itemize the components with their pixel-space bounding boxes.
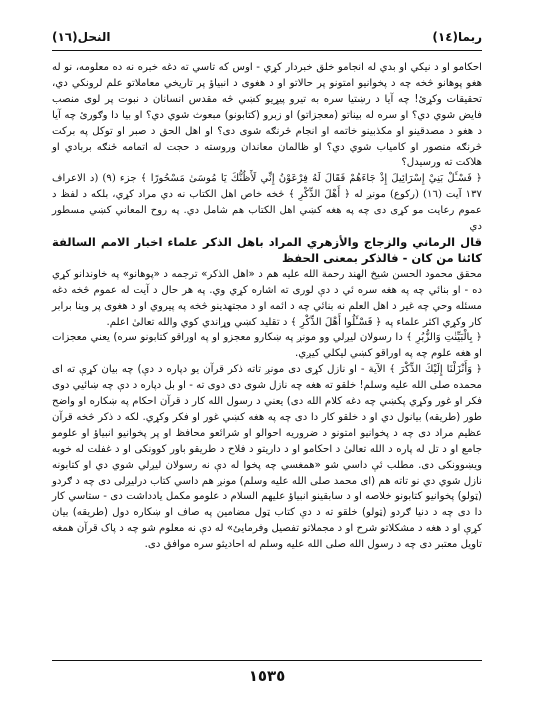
header-surah-label: النحل(١٦) [52, 30, 111, 44]
paragraph-2: ﴿ فَسْـَٔلْ بَنِيْ إِسْرَائِيلَ إِذْ جَاءَهُمْ فَقَالَ لَهُ فِرْعَوْنُ إِنِّي لَأَظُنُّكَ يَا مُوسَىٰ مَسْحُورًا ﴾ جزء (٩) (د الاعراف ١٣٧ آيت (١٦) (رکوع) مونږ له ﴿ أَهْلَ الذِّكْرِ ﴾ څخه خاص اهل الكتاب نه دي مراد کړي، بلکه د لفظ د عموم رعايت مو کړی دی چه په هغه کښي اهل الكتاب هم شامل دي. په روح المعاني کښي مسطور دي [52, 173, 483, 233]
page-number: ١٥٣٥ [248, 667, 286, 685]
arabic-quote: قال الرماني والزجاج والأزهري المراد باهل الذکر علماء اخبار الامم السالفة كائنا من كان - فالذكر بمعنى الحفظ [52, 234, 482, 265]
paragraph-5: ﴿ وَأَنْزَلْنَا إِلَيْكَ الذِّكْرَ ﴾ الآية - او نازل کړی دی مونږ تاته ذکر قرآن يو دپاره د دې) چه بيان کړې ته ای محمده صلی الله عليه وسلم! خلقو ته هغه چه نازل شوی دی دوی ته - او بل دپاره د دې چه ښائيي دوی فکر او غور وکړي پکښي چه دغه کلام الله دی) يعني د رسول الله کار د قرآن احکام په ښکاره او واضح طور (طريقه) بيانول دي او د خلقو کار دا دی چه په هغه کښي غور او فکر وکړي. لکه د ذکر څخه قرآن عظیم مراد دی چه د پخوانيو امتونو د ضروريه احوالو او شرائعو محافظ او پر پخوانيو انبياؤ او علومو جامع او د تل له پاره د الله تعالیٰ د احکامو او د داريتو د فلاح د طريقو باور کوونکی او د غفلت له خوبه ويښوونکی دی. مطلب ئې داسي شو «همغسي چه پخوا له دې نه رسولان ليږلي شوي دي او کتابونه نازل شوي دي نو تاته هم (ای محمد صلی الله عليه وسلم) مونږ هم داسي کتاب درليږلی دی چه د ګردو (ټولو) پخوانيو کتابونو خلاصه او د سابقينو انبياؤ عليهم السلام د علومو مکمل يادداشت دی - ستاسي کار دا دی چه د دنيا ګردو (ټولو) خلقو ته د دې کتاب ټول مضامين په صاف او ښکاره دول (طريقه) بيان کړې او د هغه د مشکلاتو شرح او د مجملاتو تفصيل وفرمايئ» له دې نه معلوم شو چه د پاک قرآن همغه تاويل معتبر دی چه د رسول الله صلی الله عليه وسلم له احاديثو سره موافق دی. [52, 364, 482, 551]
header-juz-label: ربما(١٤) [432, 30, 482, 44]
page-body [52, 60, 482, 553]
paragraph-3: محقق محمود الحسن شيخ الهند رحمة الله عليه هم د «اهل الذکر» ترجمه د «پوهانو» په خاوندانو کړي ده - او بنائي چه په هغه سره ئي د دې لوری ته اشاره کړي وي. په هر حال د آيت له عموم څخه دغه مسئله وحي چه غير د اهل العلم نه بنائي چه د ائمه او د مجتهدينو څخه په پیروي او د هغوی پر وينا برابر کار وکړي اکثر علماء په ﴿ فَسْـَٔلُوا أَهْلَ الذِّكْرِ ﴾ د تقليد کښي وړاندي کوي والله تعالیٰ اعلم. [52, 268, 482, 328]
paragraph-4: ﴿ بِالْبَيِّنٰتِ وَالزُّبُرِ ﴾ دا رسولان ليږلي وو مونږ په ښکارو معجزو او په اوراقو کتابونو سره) يعني معجزات او هغه علوم چه په اوراقو کښي ليکلي کيږي. [52, 332, 482, 360]
page-header [52, 30, 482, 51]
page-footer [52, 660, 482, 685]
paragraph-1: احکامو او د نیکي او بدي له انجامو خلق خبردار کړي - اوس که تاسي ته دغه خبره نه ده معلومه، نو له هغو پوهانو څخه چه د پخوانيو امتونو پر حالاتو او د هغوی د انبياؤ پر تاریخي معاملاتو علم لرونکي دي، تحقيقات وکړئ! چه آیا د رښتيا سره به تیرو پيړیو کښي څه مقدس انسانان د نبوت پر لوی منصب فايض شوي دي؟ او سره له بيناتو (معجزاتو) او زبرو (کتابونو) مبعوث شوي دي؟ او بيا دا وګورئ چه آیا د هغو د مصدقينو او مکذبينو خاتمه او انجام څرنګه شوی دی؟ او اهل الحق د صبر او توکل په برکت څرنګه منصور او کامياب شوي دي؟ او ظالمان معاندان وروسته د حجت له اتمامه څنګه بربادي او هلاکت ته ورسيدل؟ [52, 62, 482, 169]
